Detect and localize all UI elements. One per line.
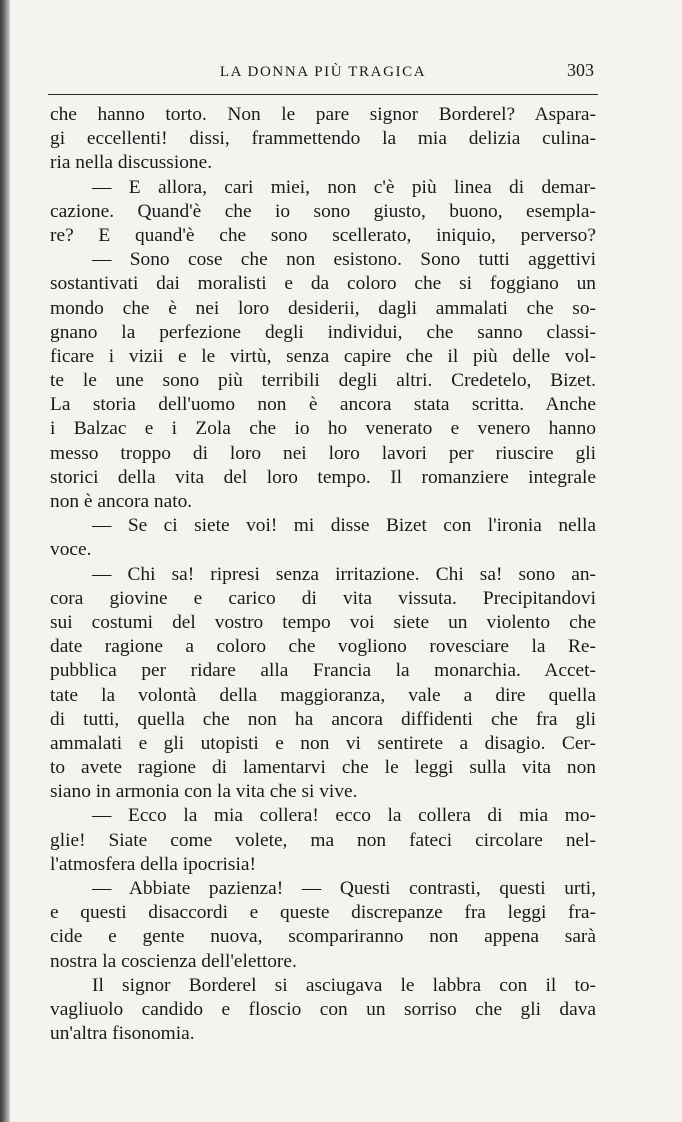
text-line: ficare i vizii e le virtù, senza capire che il più delle vol- (50, 345, 596, 367)
text-line: date ragione a coloro che vogliono rovesciare la Re- (50, 636, 596, 658)
text-line: sui costumi del vostro tempo voi siete un violento che (50, 611, 596, 633)
text-line: sostantivati dai moralisti e da coloro che si foggiano un (50, 273, 596, 295)
text-line: re? E quand'è che sono scellerato, iniquio, perverso? (50, 224, 596, 246)
page-header (48, 60, 598, 90)
text-line: cora giovine e carico di vita vissuta. Precipitandovi (50, 587, 596, 609)
text-line: pubblica per ridare alla Francia la monarchia. Accet- (50, 660, 596, 682)
text-line: e questi disaccordi e queste discrepanze fra leggi fra- (50, 902, 596, 924)
header-rule (48, 94, 598, 95)
text-line: gnano la perfezione degli individui, che sanno classi- (50, 321, 596, 343)
text-line: te le une sono più terribili degli altri. Credetelo, Bizet. (50, 370, 596, 392)
text-line: — Sono cose che non esistono. Sono tutti aggettivi (92, 249, 596, 271)
text-line: Il signor Borderel si asciugava le labbra con il to- (92, 974, 596, 996)
text-line: ria nella discussione. (50, 152, 213, 174)
text-line: di tutti, quella che non ha ancora diffidenti che fra gli (50, 708, 596, 730)
text-line: tate la volontà della maggioranza, vale a dire quella (50, 684, 596, 706)
text-line: to avete ragione di lamentarvi che le leggi sulla vita non (50, 757, 596, 779)
text-line: gi eccellenti! dissi, frammettendo la mia delizia culina- (50, 128, 596, 150)
text-line: non è ancora nato. (50, 491, 193, 512)
text-line: siano in armonia con la vita che si vive. (50, 781, 358, 803)
text-line: mondo che è nei loro desiderii, dagli ammalati che so- (50, 297, 596, 319)
text-line: che hanno torto. Non le pare signor Borderel? Aspara- (50, 104, 596, 125)
text-line: — Ecco la mia collera! ecco la collera di mia mo- (92, 805, 596, 827)
body-text (50, 103, 596, 1046)
text-line: vagliuolo candido e floscio con un sorriso che gli dava (50, 998, 596, 1020)
text-line: glie! Siate come volete, ma non fateci circolare nel- (50, 829, 596, 851)
text-line: — Abbiate pazienza! — Questi contrasti, questi urti, (92, 878, 596, 899)
text-line: — Se ci siete voi! mi disse Bizet con l'ironia nella (92, 515, 596, 537)
text-line: — Chi sa! ripresi senza irritazione. Chi sa! sono an- (92, 563, 596, 585)
text-line: ammalati e gli utopisti e non vi sentirete a disagio. Cer- (50, 732, 596, 754)
text-line: voce. (50, 539, 92, 561)
text-line: nostra la coscienza dell'elettore. (50, 950, 297, 972)
text-line: La storia dell'uomo non è ancora stata scritta. Anche (50, 394, 596, 416)
text-line: cazione. Quand'è che io sono giusto, buono, esempla- (50, 200, 596, 222)
text-line: i Balzac e i Zola che io ho venerato e venero hanno (50, 418, 596, 440)
text-line: messo troppo di loro nei loro lavori per riuscire gli (50, 442, 596, 464)
text-line: cide e gente nuova, scompariranno non appena sarà (50, 926, 596, 948)
text-line: un'altra fisonomia. (50, 1023, 195, 1045)
book-spine-shadow (0, 0, 10, 1122)
text-line: — E allora, cari miei, non c'è più linea di demar- (92, 176, 596, 198)
page-number: 303 (567, 60, 594, 80)
text-line: l'atmosfera della ipocrisia! (50, 853, 256, 875)
text-line: storici della vita del loro tempo. Il romanziere integrale (50, 466, 596, 488)
running-title: LA DONNA PIÙ TRAGICA (219, 64, 427, 80)
